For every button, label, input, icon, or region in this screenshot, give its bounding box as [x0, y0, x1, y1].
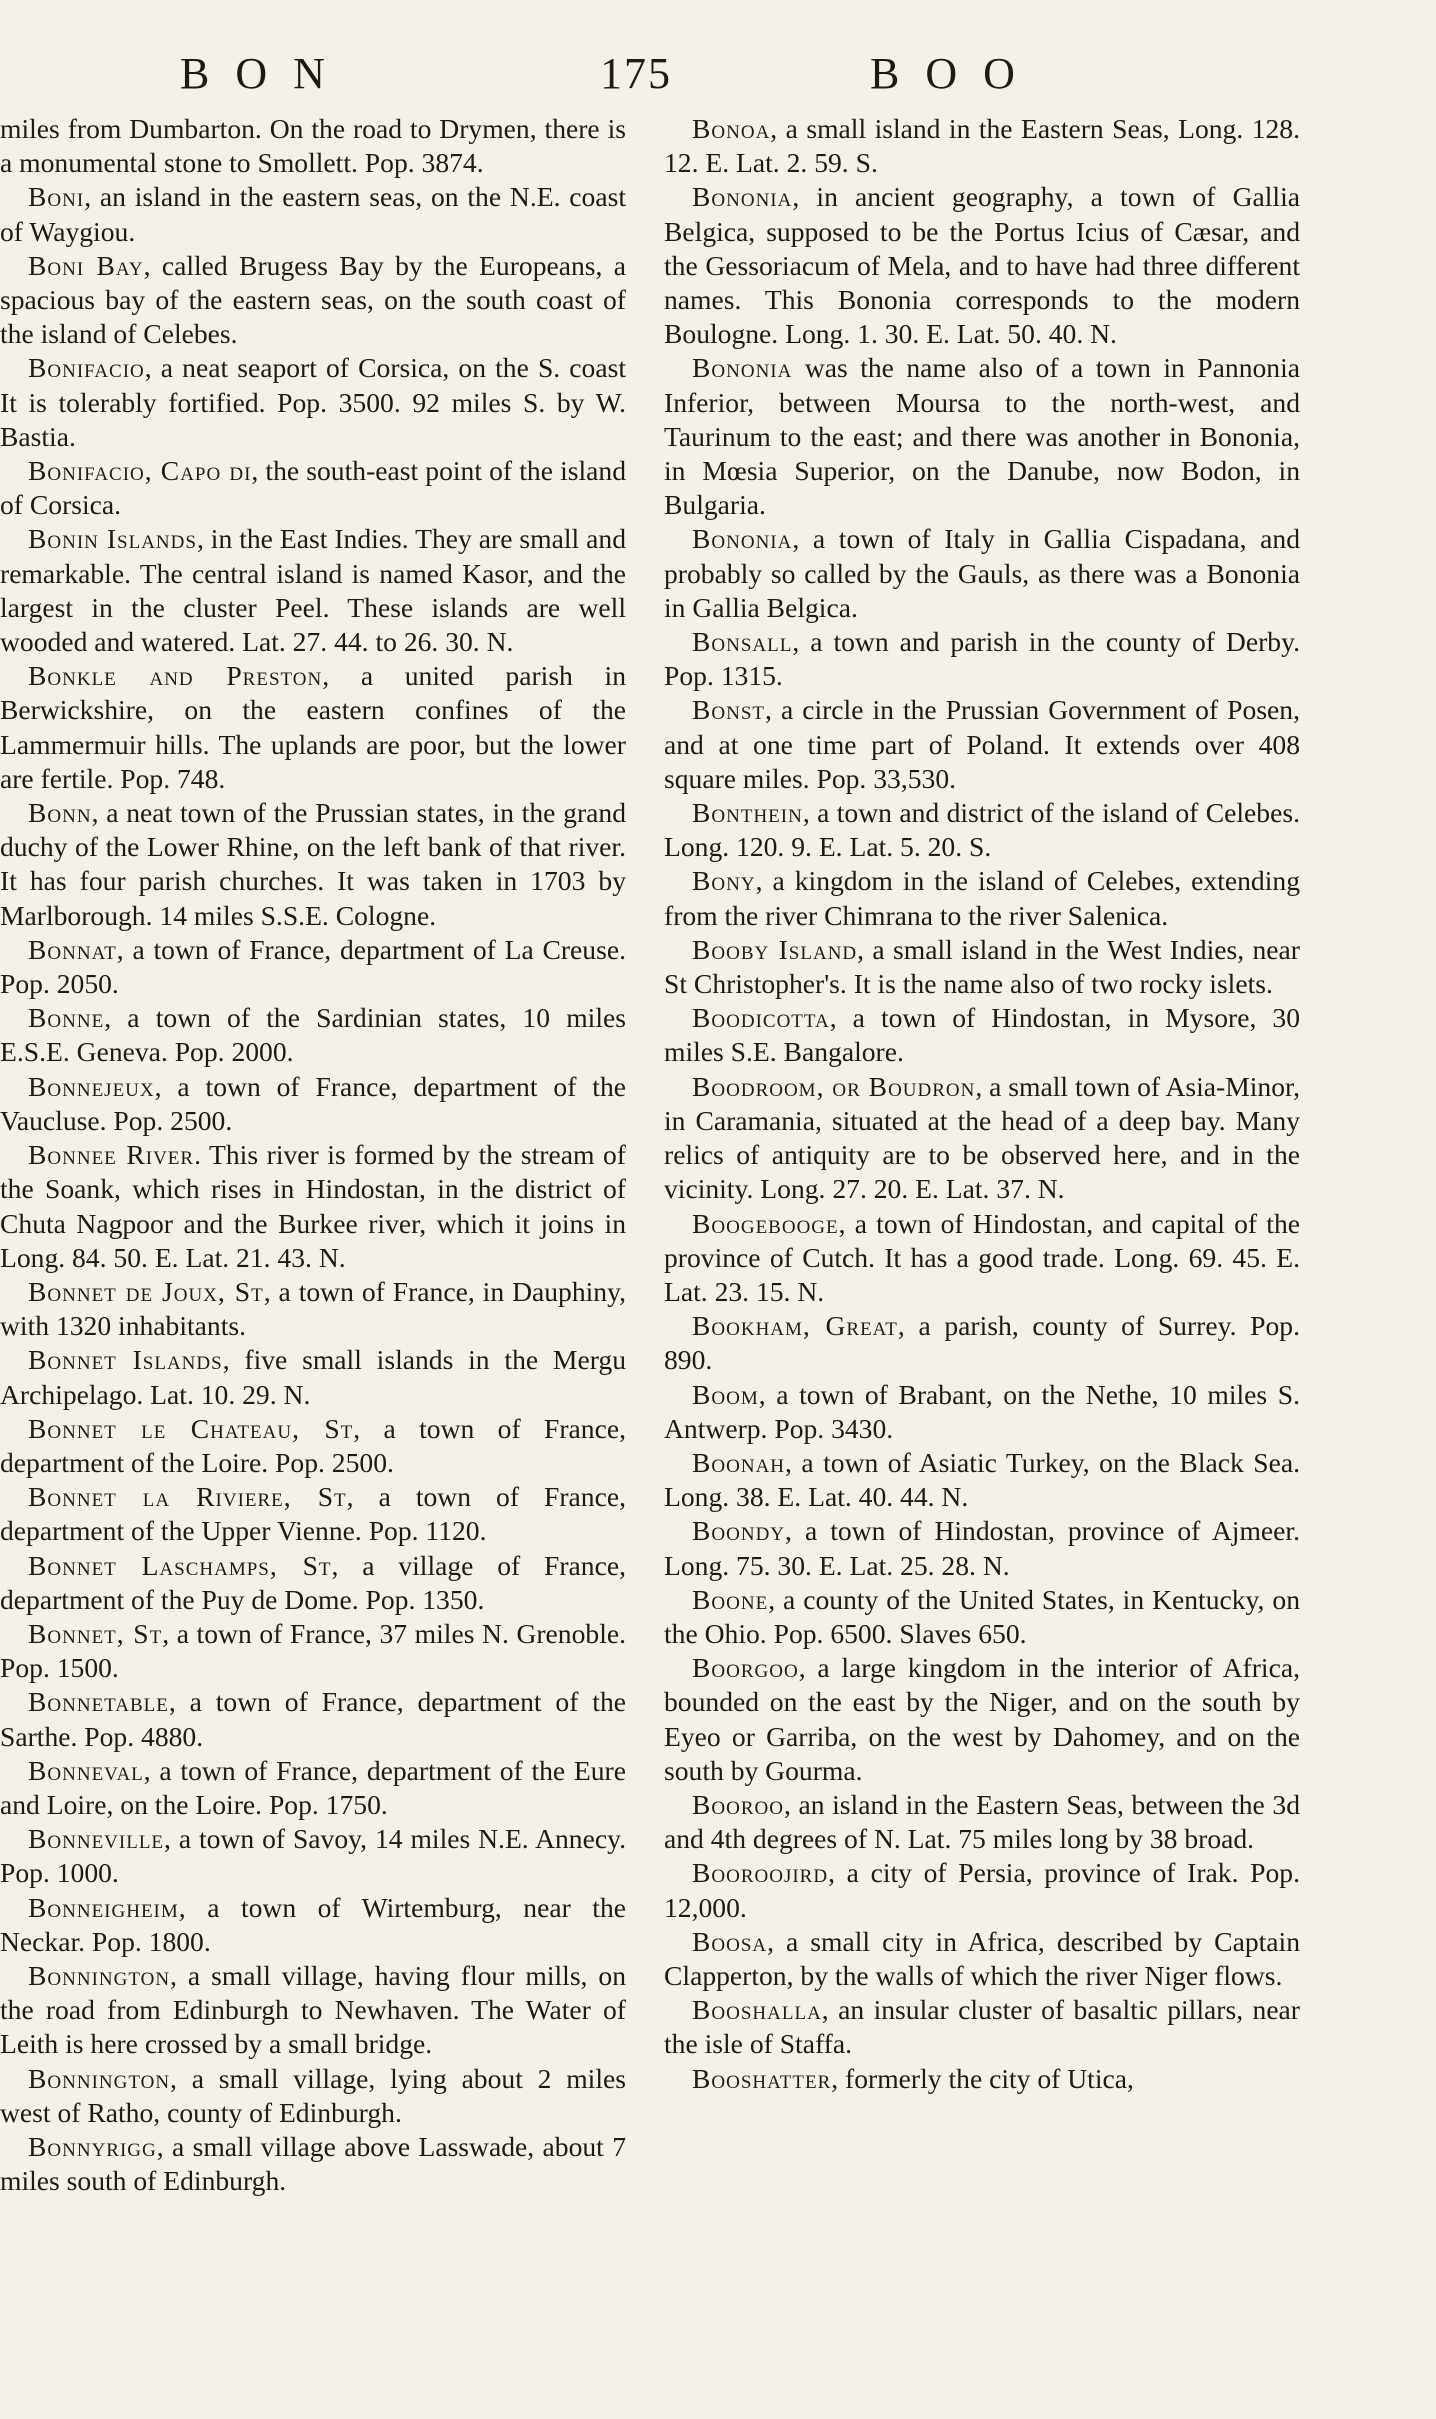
entry-text: miles from Dumbarton. On the road to Drymen, there is a monumental stone to Smollett. Pop. 3874.: [0, 113, 626, 179]
entry-headword: Booroo: [692, 1788, 784, 1820]
entry-headword: Booroojird: [692, 1857, 829, 1889]
entry-text: , a town of Hindostan, and capital of the province of Cutch. It has a good trade. Long. 69. 45. E. Lat. 23. 15. N.: [664, 1207, 1300, 1307]
gazetteer-entry: [664, 1514, 1300, 1582]
entry-headword: Bonnet Islands: [28, 1344, 223, 1376]
entry-headword: Boni Bay: [28, 249, 144, 281]
gazetteer-entry: [0, 351, 626, 454]
gazetteer-entry: [0, 2130, 626, 2198]
gazetteer-entry: [0, 1412, 626, 1480]
entry-text: , a town of France, department of the Loire. Pop. 2500.: [0, 1412, 626, 1478]
entry-headword: Bonnington: [28, 1959, 171, 1991]
entry-text: , the south-east point of the island of Corsica.: [0, 455, 627, 521]
entry-headword: Bonneval: [28, 1754, 144, 1786]
entry-headword: Bonne: [28, 1002, 105, 1034]
entry-headword: Boogebooge: [692, 1207, 839, 1239]
entry-text: , a town of Wirtemburg, near the Neckar. Pop. 1800.: [0, 1891, 626, 1957]
entry-text: , a small island in the West Indies, near St Christopher's. It is the name also of two rocky islets.: [664, 933, 1300, 1000]
gazetteer-entry: [664, 1993, 1300, 2061]
entry-headword: Bonifacio: [28, 352, 145, 384]
entry-headword: Bononia: [692, 181, 793, 213]
gazetteer-entry: [0, 249, 626, 352]
gazetteer-entry: [664, 1925, 1300, 1993]
entry-headword: Bonin Islands: [28, 523, 197, 555]
gazetteer-entry: [0, 1138, 626, 1275]
entry-text: , a town and district of the island of Celebes. Long. 120. 9. E. Lat. 5. 20. S.: [664, 797, 1300, 863]
left-column: [0, 112, 626, 2198]
gazetteer-entry: [0, 1822, 626, 1890]
gazetteer-entry: [664, 2062, 1300, 2096]
entry-headword: Bonnee River: [28, 1139, 195, 1171]
gazetteer-entry: [664, 1583, 1300, 1651]
entry-text: , a small island in the Eastern Seas, Long. 128. 12. E. Lat. 2. 59. S.: [664, 113, 1300, 179]
entry-headword: Bonnetable: [28, 1686, 169, 1718]
entry-text: , a city of Persia, province of Irak. Pop. 12,000.: [664, 1857, 1300, 1923]
entry-headword: Boondy: [692, 1515, 786, 1547]
gazetteer-entry: [0, 1754, 626, 1822]
entry-headword: Bonnet de Joux, St: [28, 1275, 264, 1307]
entry-text: , a town of France, department of the Vaucluse. Pop. 2500.: [0, 1070, 626, 1136]
entry-text: , a parish, county of Surrey. Pop. 890.: [664, 1310, 1300, 1376]
entry-text: , a town of France, department of La Creuse. Pop. 2050.: [0, 933, 626, 1000]
entry-text: , a neat seaport of Corsica, on the S. coast It is tolerably fortified. Pop. 3500. 92 miles S. by W. Bastia.: [0, 352, 626, 452]
gazetteer-entry: [0, 522, 626, 659]
entry-headword: Bonnington: [28, 2062, 171, 2094]
entry-text: , a village of France, department of the Puy de Dome. Pop. 1350.: [0, 1549, 626, 1615]
entry-text: , a town of France, in Dauphiny, with 1320 inhabitants.: [0, 1275, 627, 1342]
entry-headword: Bononia: [692, 523, 793, 555]
entry-headword: Bonoa: [692, 113, 771, 144]
entry-text: , a town and parish in the county of Derby. Pop. 1315.: [664, 626, 1300, 692]
entry-headword: Bonnyrigg: [28, 2130, 157, 2162]
entry-headword: Boone: [692, 1583, 769, 1615]
gazetteer-entry: [0, 1001, 626, 1069]
gazetteer-entry: [664, 796, 1300, 864]
gazetteer-entry: [0, 112, 626, 180]
entry-text: , five small islands in the Mergu Archipelago. Lat. 10. 29. N.: [0, 1344, 626, 1410]
entry-text: , a town of Hindostan, province of Ajmeer. Long. 75. 30. E. Lat. 25. 28. N.: [664, 1515, 1300, 1581]
entry-headword: Bonnet, St: [28, 1617, 163, 1649]
entry-text: , a large kingdom in the interior of Africa, bounded on the east by the Niger, and on the south by Eyeo or Garriba, on the west by Dahomey, and on the south by Gourma.: [664, 1652, 1300, 1786]
page-number: 175: [600, 49, 672, 98]
gazetteer-entry: [664, 1651, 1300, 1788]
gazetteer-entry: [0, 1343, 626, 1411]
entry-headword: Bonifacio, Capo di: [28, 455, 252, 487]
gazetteer-entry: [664, 1309, 1300, 1377]
entry-headword: Bonnet la Riviere, St: [28, 1481, 347, 1513]
gazetteer-entry: [664, 522, 1300, 625]
entry-text: , a town of Hindostan, in Mysore, 30 miles S.E. Bangalore.: [664, 1002, 1300, 1068]
entry-headword: Boodicotta: [692, 1002, 830, 1034]
running-header: [0, 48, 1436, 108]
entry-headword: Bony: [692, 865, 756, 897]
gazetteer-entry: [0, 1275, 626, 1343]
entry-headword: Boni: [28, 181, 85, 213]
entry-text: , in the East Indies. They are small and remarkable. The central island is named Kasor, and the largest in the cluster Peel. These islands are well wooded and watered. Lat. 27. 44. to 26. 30. N.: [0, 523, 627, 658]
gazetteer-entry: [664, 351, 1300, 522]
gazetteer-entry: [0, 796, 626, 933]
gazetteer-entry: [0, 1070, 626, 1138]
entry-headword: Bonneigheim: [28, 1891, 179, 1923]
entry-text: , a united parish in Berwickshire, on the eastern confines of the Lammermuir hills. The uplands are poor, but the lower are fertile. Pop. 748.: [0, 660, 627, 794]
entry-text: , formerly the city of Utica,: [831, 2062, 1134, 2094]
gazetteer-entry: [0, 2062, 626, 2130]
entry-text: , a small village, lying about 2 miles west of Ratho, county of Edinburgh.: [0, 2062, 626, 2128]
gazetteer-entry: [664, 1446, 1300, 1514]
entry-text: , a neat town of the Prussian states, in the grand duchy of the Lower Rhine, on the left bank of that river. It has four parish churches. It was taken in 1703 by Marlborough. 14 miles S.S.E. Cologne.: [0, 797, 626, 931]
entry-text: , a town of France, department of the Upper Vienne. Pop. 1120.: [0, 1481, 626, 1547]
gazetteer-entry: [664, 693, 1300, 796]
entry-headword: Bonn: [28, 797, 92, 829]
gazetteer-entry: [664, 1788, 1300, 1856]
entry-text: , an insular cluster of basaltic pillars, near the isle of Staffa.: [664, 1994, 1300, 2060]
entry-headword: Booshalla: [692, 1994, 822, 2026]
entry-headword: Bookham, Great: [692, 1310, 898, 1342]
entry-text: , a town of France, 37 miles N. Grenoble. Pop. 1500.: [0, 1617, 627, 1684]
gazetteer-entry: [664, 1856, 1300, 1924]
entry-text: , a town of France, department of the Sarthe. Pop. 4880.: [0, 1686, 626, 1752]
entry-headword: Booshatter: [692, 2062, 832, 2094]
entry-text: , an island in the Eastern Seas, between the 3d and 4th degrees of N. Lat. 75 miles long by 38 broad.: [664, 1788, 1300, 1855]
gazetteer-entry: [664, 1001, 1300, 1069]
entry-text: , a town of Asiatic Turkey, on the Black Sea. Long. 38. E. Lat. 40. 44. N.: [664, 1446, 1300, 1513]
entry-headword: Bonsall: [692, 626, 793, 658]
gazetteer-entry: [0, 1959, 626, 2062]
entry-headword: Booby Island: [692, 933, 858, 965]
entry-text: , a town of Italy in Gallia Cispadana, and probably so called by the Gauls, as there was a Bononia in Gallia Belgica.: [664, 523, 1300, 623]
gazetteer-entry: [664, 625, 1300, 693]
gazetteer-entry: [0, 454, 626, 522]
entry-headword: Bonneville: [28, 1823, 165, 1855]
entry-headword: Bononia: [692, 352, 793, 384]
entry-headword: Boosa: [692, 1925, 768, 1957]
entry-headword: Boonah: [692, 1446, 786, 1478]
entry-text: , a small village above Lasswade, about 7 miles south of Edinburgh.: [0, 2130, 626, 2197]
entry-headword: Bonnet le Chateau, St: [28, 1412, 354, 1444]
entry-text: , called Brugess Bay by the Europeans, a spacious bay of the eastern seas, on the south coast of the island of Celebes.: [0, 249, 626, 350]
gazetteer-entry: [664, 1070, 1300, 1207]
entry-headword: Bonthein: [692, 797, 803, 829]
entry-headword: Bonkle and Preston: [28, 660, 323, 692]
entry-text: , a town of France, department of the Eure and Loire, on the Loire. Pop. 1750.: [0, 1754, 626, 1820]
entry-text: , an island in the eastern seas, on the N.E. coast of Waygiou.: [0, 181, 626, 247]
right-column: [664, 112, 1300, 2096]
entry-text: , a county of the United States, in Kentucky, on the Ohio. Pop. 6500. Slaves 650.: [664, 1583, 1300, 1649]
entry-text: . This river is formed by the stream of the Soank, which rises in Hindostan, in the district of Chuta Nagpoor and the Burkee river, which it joins in Long. 84. 50. E. Lat. 21. 43. N.: [0, 1139, 626, 1273]
gazetteer-entry: [0, 1480, 626, 1548]
entry-headword: Bonnat: [28, 933, 117, 965]
entry-text: was the name also of a town in Pannonia Inferior, between Moursa to the north-west, and Taurinum to the east; and there was another in Bononia, in Mœsia Superior, on the Danube, now Bodon, in Bulgaria.: [664, 352, 1300, 521]
entry-headword: Bonnet Laschamps, St: [28, 1549, 332, 1581]
entry-headword: Boom: [692, 1378, 759, 1410]
gazetteer-entry: [664, 112, 1300, 180]
entry-text: , a town of Brabant, on the Nethe, 10 miles S. Antwerp. Pop. 3430.: [664, 1378, 1300, 1444]
entry-text: , in ancient geography, a town of Gallia Belgica, supposed to be the Portus Icius of Cæsar, and the Gessoriacum of Mela, and to have had three different names. This Bononia corresponds to the modern Boulogne. Long. 1. 30. E. Lat. 50. 40. N.: [664, 181, 1300, 350]
entry-headword: Boodroom, or Boudron: [692, 1070, 976, 1102]
entry-text: , a town of Savoy, 14 miles N.E. Annecy. Pop. 1000.: [0, 1823, 626, 1889]
gazetteer-entry: [0, 180, 626, 248]
gazetteer-entry: [0, 659, 626, 796]
entry-text: , a small village, having flour mills, on the road from Edinburgh to Newhaven. The Water of Leith is here crossed by a small bridge.: [0, 1959, 626, 2060]
header-right-guideword: BOO: [870, 49, 1041, 98]
gazetteer-entry: [664, 864, 1300, 932]
entry-text: , a small city in Africa, described by Captain Clapperton, by the walls of which the river Niger flows.: [664, 1925, 1300, 1991]
entry-text: , a circle in the Prussian Government of Posen, and at one time part of Poland. It extends over 408 square miles. Pop. 33,530.: [664, 694, 1300, 794]
gazetteer-entry: [664, 1378, 1300, 1446]
entry-text: , a small town of Asia-Minor, in Caramania, situated at the head of a deep bay. Many relics of antiquity are to be observed here, and in the vicinity. Long. 27. 20. E. Lat. 37. N.: [664, 1070, 1300, 1205]
entry-headword: Boorgoo: [692, 1652, 799, 1684]
gazetteer-entry: [0, 1617, 626, 1685]
gazetteer-entry: [664, 1207, 1300, 1310]
header-left-guideword: BON: [180, 49, 351, 98]
entry-headword: Bonnejeux: [28, 1070, 155, 1102]
gazetteer-entry: [0, 1891, 626, 1959]
gazetteer-entry: [0, 1549, 626, 1617]
gazetteer-entry: [664, 933, 1300, 1001]
entry-text: , a kingdom in the island of Celebes, extending from the river Chimrana to the river Salenica.: [664, 865, 1300, 931]
entry-text: , a town of the Sardinian states, 10 miles E.S.E. Geneva. Pop. 2000.: [0, 1002, 626, 1068]
gazetteer-entry: [0, 933, 626, 1001]
gazetteer-entry: [664, 180, 1300, 351]
entry-headword: Bonst: [692, 694, 766, 726]
gazetteer-entry: [0, 1685, 626, 1753]
